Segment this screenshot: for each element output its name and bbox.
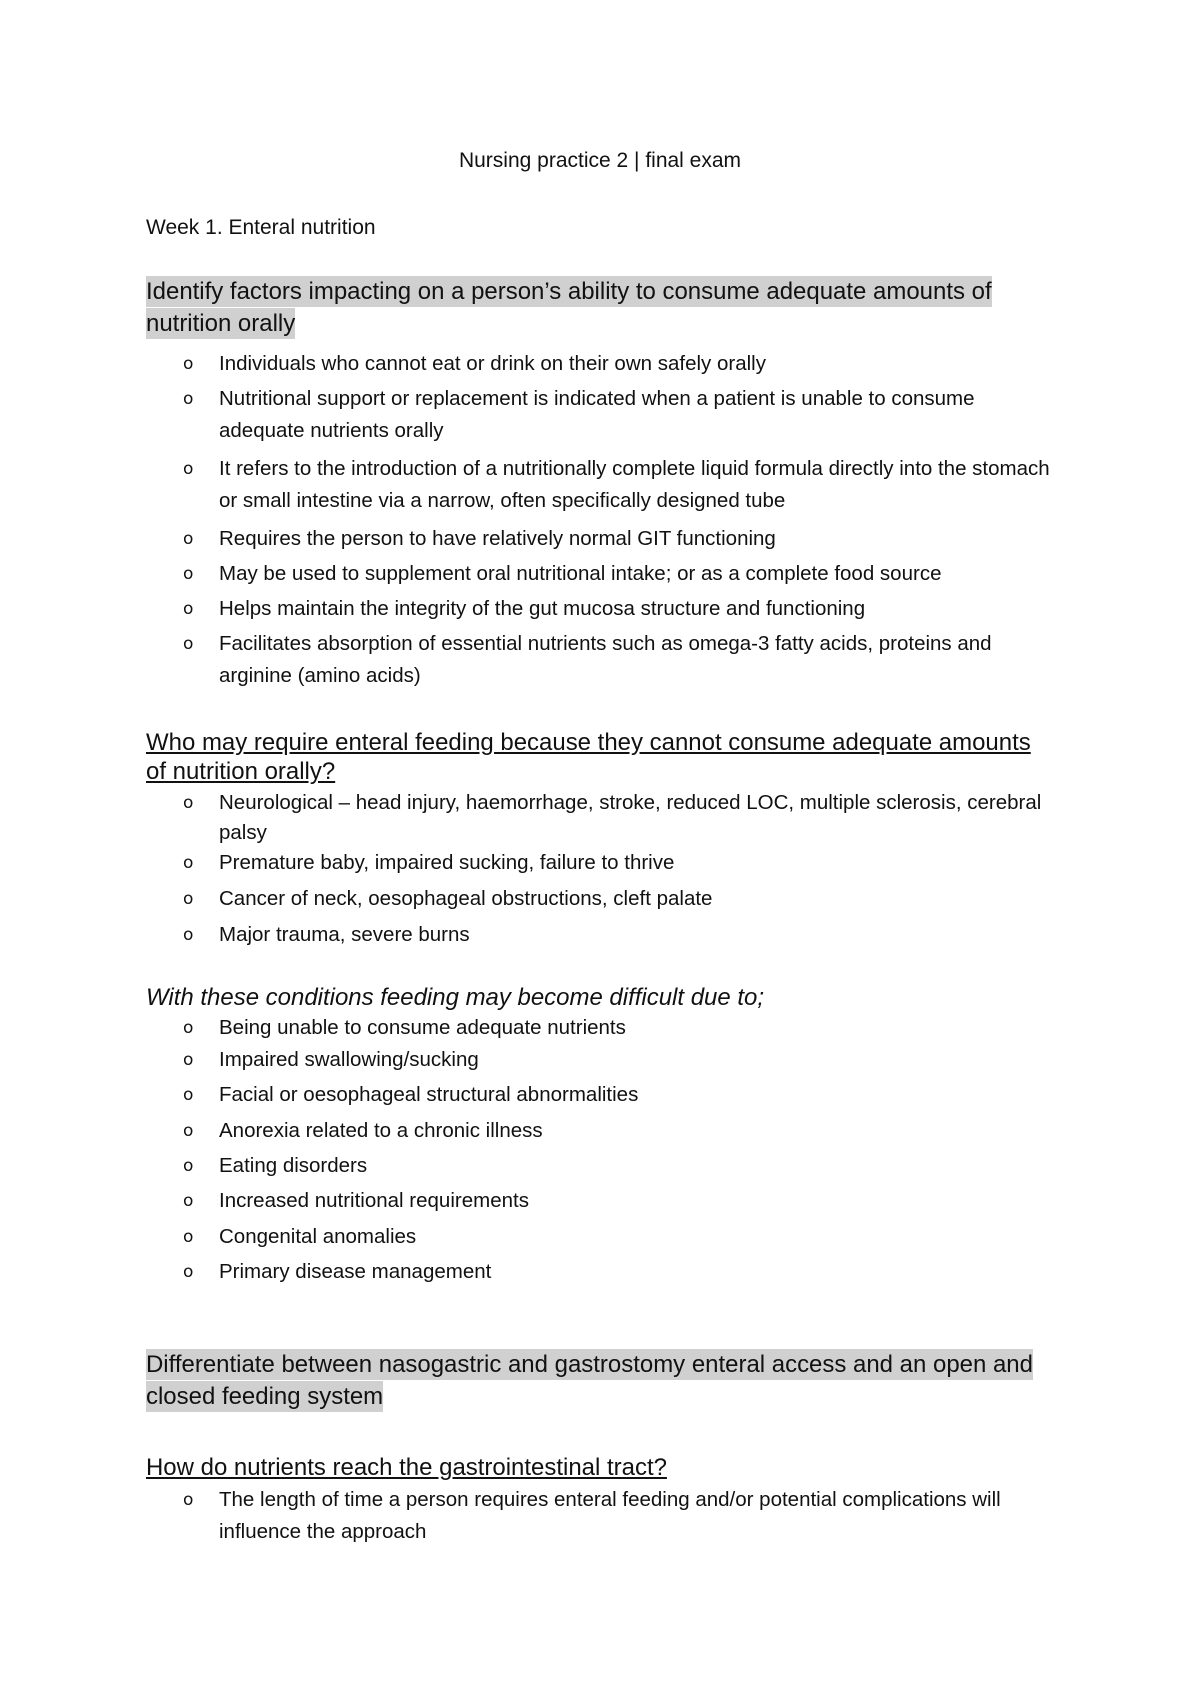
section-heading-who-requires: Who may require enteral feeding because they cannot consume adequate amounts of nutrition orally? (146, 729, 1031, 785)
bullet-icon: o (183, 389, 194, 409)
bullet-icon: o (183, 529, 194, 549)
list-item: o May be used to supplement oral nutritional intake; or as a complete food source (0, 558, 1059, 593)
section-heading-nutrients-route: How do nutrients reach the gastrointestinal tract? (146, 1454, 667, 1481)
bullet-icon: o (183, 634, 194, 654)
bullet-icon: o (183, 925, 194, 945)
list-item: o Facial or oesophageal structural abnormalities (0, 1080, 1059, 1116)
highlighted-heading-text: Differentiate between nasogastric and gastrostomy enteral access and an open and closed feeding system (146, 1351, 1033, 1410)
list-item: o Facilitates absorption of essential nutrients such as omega-3 fatty acids, proteins and arginine (amino acids) (0, 628, 1059, 698)
list-item: o Primary disease management (0, 1257, 1059, 1292)
bullet-icon: o (183, 853, 194, 873)
list-item: o Eating disorders (0, 1151, 1059, 1186)
list-item: o Major trauma, severe burns (0, 920, 1059, 956)
list-item: o Nutritional support or replacement is indicated when a patient is unable to consume adequate nutrients orally (0, 383, 1059, 453)
bullet-icon: o (183, 599, 194, 619)
section-heading-factors (146, 276, 1046, 340)
factors-list (0, 348, 1059, 698)
bullet-icon: o (183, 564, 194, 584)
list-item: o Helps maintain the integrity of the gut mucosa structure and functioning (0, 593, 1059, 628)
bullet-icon: o (183, 1018, 194, 1038)
list-item: o Premature baby, impaired sucking, failure to thrive (0, 848, 1059, 884)
list-item: o Neurological – head injury, haemorrhage, stroke, reduced LOC, multiple sclerosis, cerebral palsy (0, 788, 1059, 848)
list-item: o Cancer of neck, oesophageal obstructions, cleft palate (0, 884, 1059, 920)
list-item: o Congenital anomalies (0, 1222, 1059, 1257)
bullet-icon: o (183, 1490, 194, 1510)
list-item: o Increased nutritional requirements (0, 1186, 1059, 1222)
list-item: o It refers to the introduction of a nutritionally complete liquid formula directly into the stomach or small intestine via a narrow, often specifically designed tube (0, 453, 1059, 523)
bullet-icon: o (183, 1156, 194, 1176)
list-item: o Requires the person to have relatively normal GIT functioning (0, 523, 1059, 558)
list-item: o Being unable to consume adequate nutrients (0, 1013, 1059, 1045)
who-requires-list (0, 788, 1059, 956)
bullet-icon: o (183, 889, 194, 909)
bullet-icon: o (183, 1121, 194, 1141)
bullet-icon: o (183, 793, 194, 813)
section-heading-access-types (146, 1349, 1046, 1413)
difficulty-list (0, 1013, 1059, 1292)
list-item: o The length of time a person requires enteral feeding and/or potential complications will influence the approach (0, 1484, 1059, 1548)
week-heading: Week 1. Enteral nutrition (146, 216, 376, 239)
nutrients-route-list (0, 1484, 1059, 1548)
bullet-icon: o (183, 1050, 194, 1070)
list-item: o Impaired swallowing/sucking (0, 1045, 1059, 1080)
bullet-icon: o (183, 1085, 194, 1105)
highlighted-heading-text: Identify factors impacting on a person’s ability to consume adequate amounts of nutrition orally (146, 278, 992, 337)
list-item: o Individuals who cannot eat or drink on their own safely orally (0, 348, 1059, 383)
bullet-icon: o (183, 354, 194, 374)
bullet-icon: o (183, 1227, 194, 1247)
page-title: Nursing practice 2 | final exam (458, 149, 742, 172)
list-item: o Anorexia related to a chronic illness (0, 1116, 1059, 1151)
bullet-icon: o (183, 459, 194, 479)
bullet-icon: o (183, 1262, 194, 1282)
bullet-icon: o (183, 1191, 194, 1211)
section-heading-difficulty: With these conditions feeding may become difficult due to; (146, 984, 764, 1011)
